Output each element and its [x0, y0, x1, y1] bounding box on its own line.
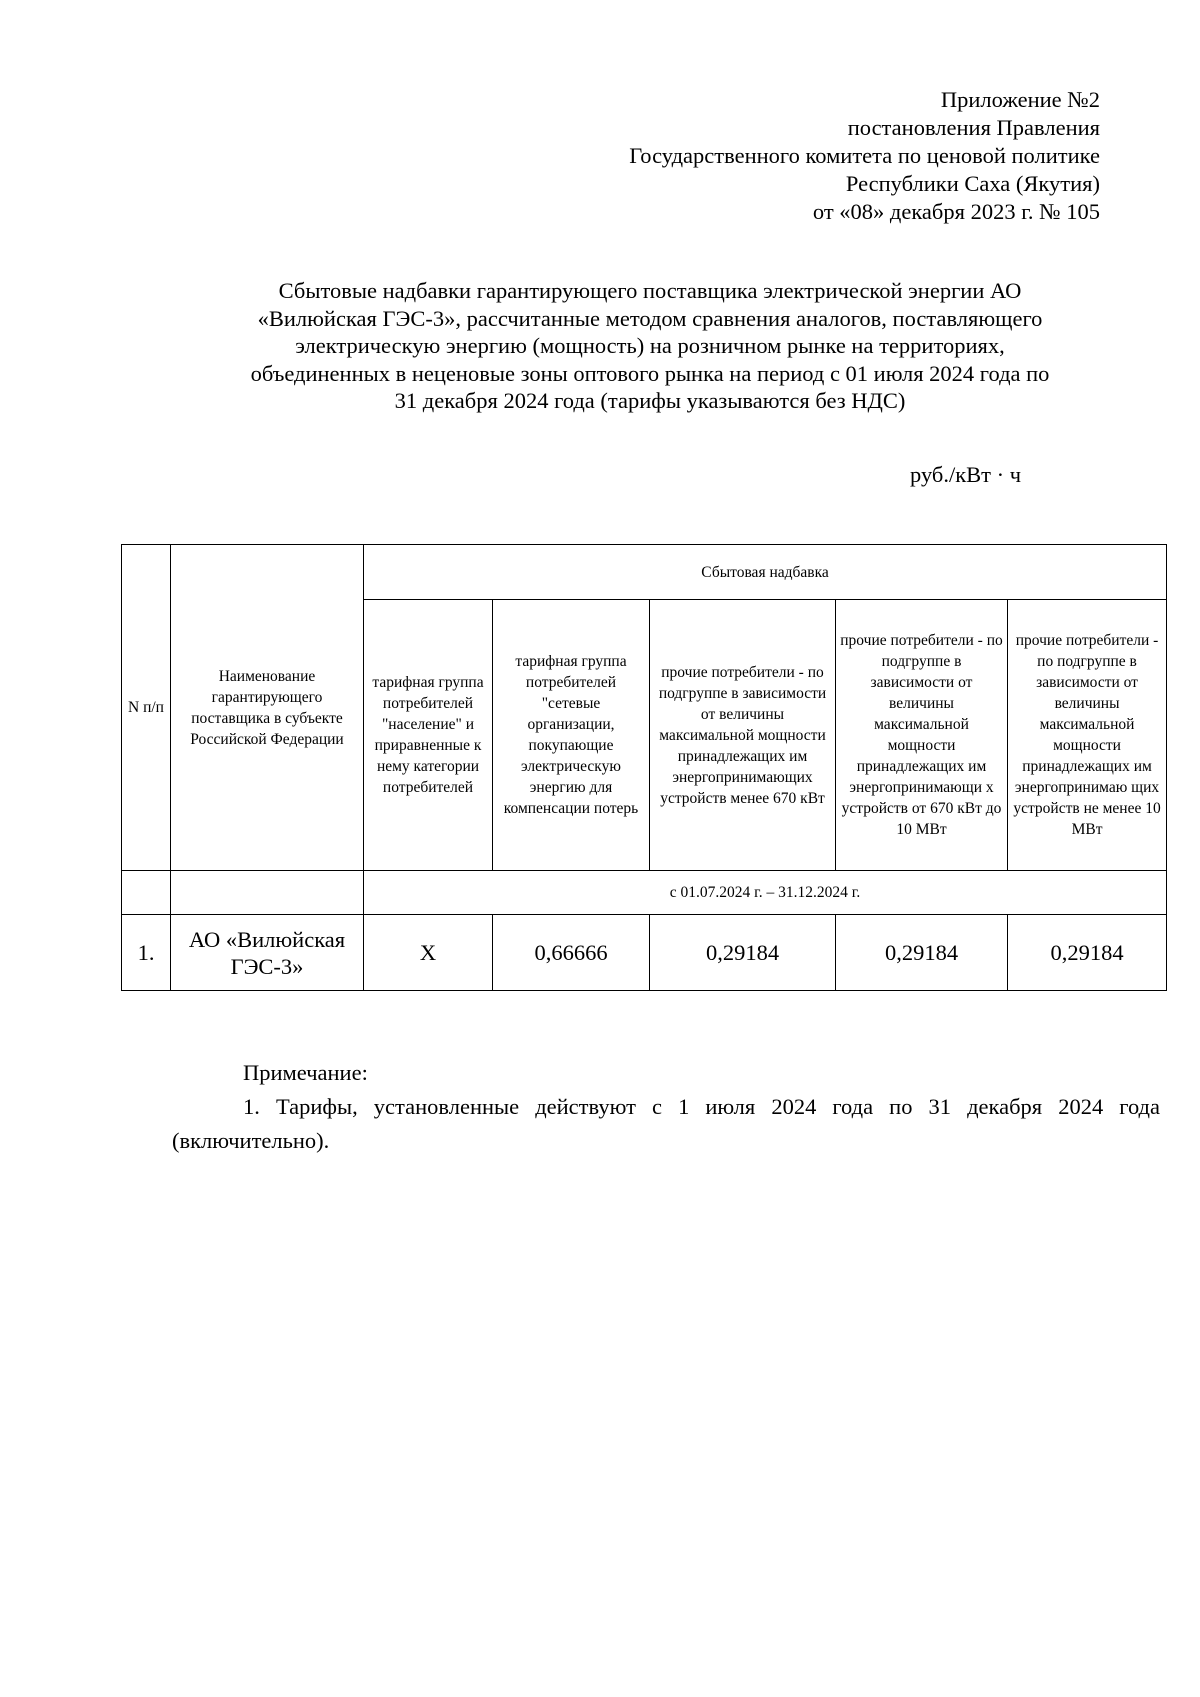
- table-row: [122, 915, 1167, 991]
- title-line: 31 декабря 2024 года (тарифы указываются без НДС): [394, 388, 906, 413]
- row-value-over-10mw: 0,29184: [1008, 915, 1167, 991]
- approval-line: Государственного комитета по ценовой политике: [629, 143, 1100, 168]
- period-empty-cell: [122, 871, 171, 915]
- note-item: 1. Тарифы, установленные действуют с 1 июля 2024 года по 31 декабря 2024 года (включительно).: [172, 1094, 1160, 1153]
- header-other-over-10mw: прочие потребители - по подгруппе в зависимости от величины максимальной мощности принадлежащих им энергопринимаю щих устройств не менее 10 МВт: [1008, 600, 1167, 871]
- header-markup-group: Сбытовая надбавка: [364, 545, 1167, 600]
- title-line: Сбытовые надбавки гарантирующего поставщика электрической энергии АО: [278, 278, 1022, 303]
- row-value-network-orgs: 0,66666: [493, 915, 650, 991]
- units-label: руб./кВт · ч: [910, 462, 1022, 487]
- header-population: тарифная группа потребителей "население" и приравненные к нему категории потребителей: [364, 600, 493, 871]
- row-number: 1.: [122, 915, 171, 991]
- approval-line: Республики Саха (Якутия): [845, 171, 1100, 196]
- approval-line: от «08» декабря 2023 г. № 105: [812, 199, 1100, 224]
- title-line: электрическую энергию (мощность) на розничном рынке на территориях,: [295, 333, 1005, 358]
- row-supplier-name: АО «Вилюйская ГЭС-3»: [171, 915, 364, 991]
- period-empty-cell: [171, 871, 364, 915]
- header-supplier-name: Наименование гарантирующего поставщика в субъекте Российской Федерации: [171, 545, 364, 871]
- document-title: [200, 277, 1100, 415]
- row-value-population: Х: [364, 915, 493, 991]
- title-line: объединенных в неценовые зоны оптового рынка на период с 01 июля 2024 года по: [250, 360, 1050, 386]
- row-value-under-670kw: 0,29184: [650, 915, 836, 991]
- period-cell: с 01.07.2024 г. – 31.12.2024 г.: [364, 871, 1167, 915]
- note-title: Примечание:: [243, 1060, 368, 1085]
- header-number: N п/п: [122, 545, 171, 871]
- header-other-under-670kw: прочие потребители - по подгруппе в зависимости от величины максимальной мощности принадлежащих им энергопринимающих устройств менее 670 кВт: [650, 600, 836, 871]
- title-line: «Вилюйская ГЭС-3», рассчитанные методом сравнения аналогов, поставляющего: [257, 305, 1043, 331]
- approval-block: [500, 86, 1100, 226]
- row-value-670kw-10mw: 0,29184: [836, 915, 1008, 991]
- header-network-orgs: тарифная группа потребителей "сетевые организации, покупающие электрическую энергию для компенсации потерь: [493, 600, 650, 871]
- note-block: [172, 1056, 1160, 1158]
- header-other-670kw-10mw: прочие потребители - по подгруппе в зависимости от величины максимальной мощности принадлежащих им энергопринимающи х устройств от 670 кВт до 10 МВт: [836, 600, 1008, 871]
- tariff-table: [121, 544, 1167, 991]
- approval-line: постановления Правления: [847, 115, 1100, 140]
- approval-line: Приложение №2: [940, 87, 1100, 112]
